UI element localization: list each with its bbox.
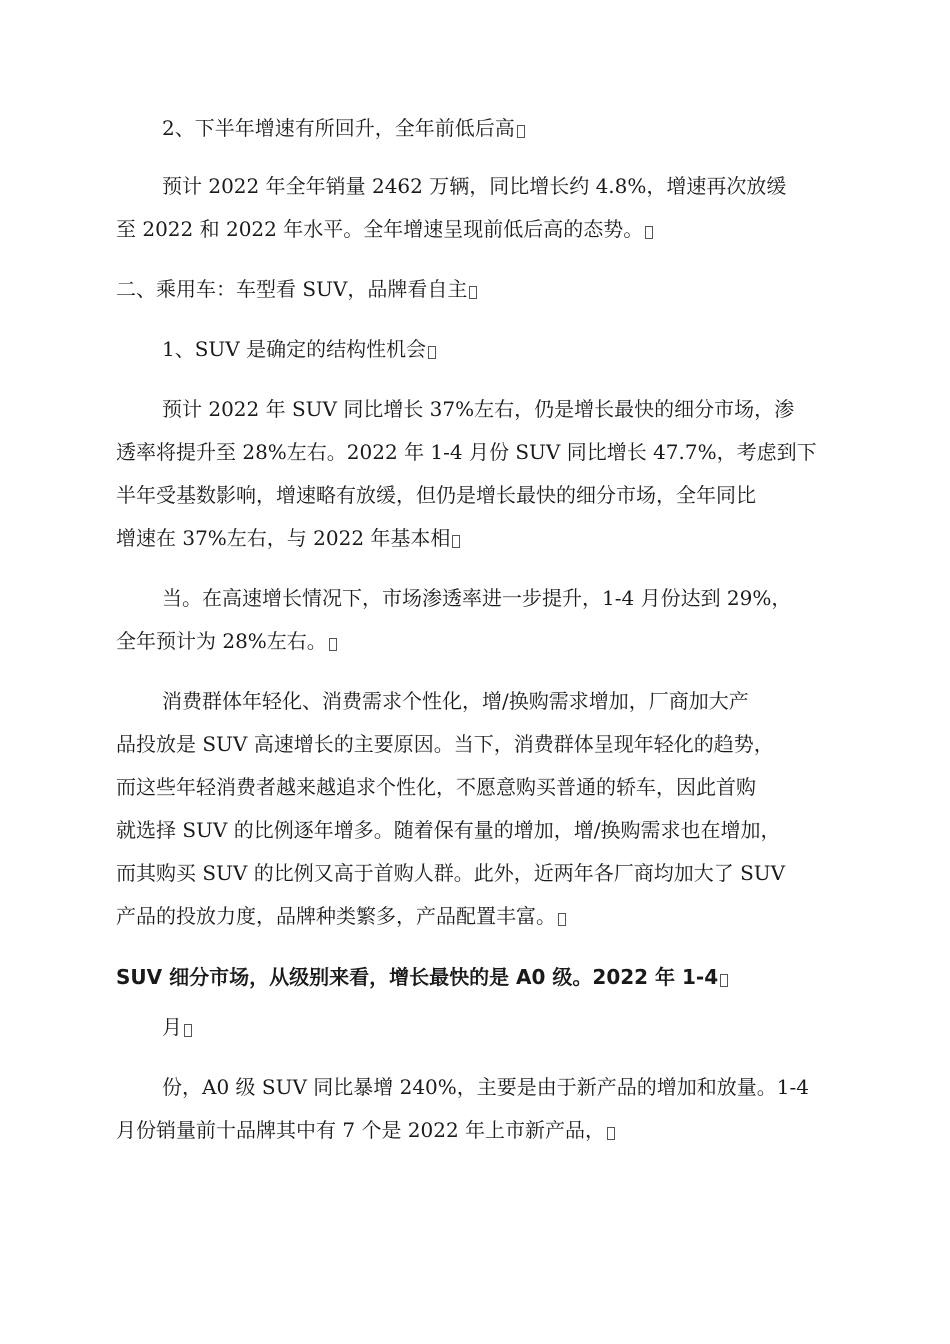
paragraph-line: 预计 2022 年全年销量 2462 万辆，同比增长约 4.8%，增速再次放缓 xyxy=(162,174,787,198)
paragraph-mark-icon xyxy=(469,286,477,299)
bold-heading-line: SUV 细分市场，从级别来看，增长最快的是 A0 级。2022 年 1-4 xyxy=(116,964,728,990)
paragraph-mark-icon xyxy=(517,125,525,138)
paragraph-line: 而这些年轻消费者越来越追求个性化，不愿意购买普通的轿车，因此首购 xyxy=(116,775,756,799)
paragraph-mark-icon xyxy=(645,226,653,239)
paragraph-mark-icon xyxy=(428,346,436,359)
paragraph-mark-icon xyxy=(184,1024,192,1037)
paragraph-line: 至 2022 和 2022 年水平。全年增速呈现前低后高的态势。 xyxy=(116,216,653,242)
paragraph-line: 而其购买 SUV 的比例又高于首购人群。此外，近两年各厂商均加大了 SUV xyxy=(116,861,786,885)
subheading-line: 1、SUV 是确定的结构性机会 xyxy=(162,336,436,362)
paragraph-line: 份，A0 级 SUV 同比暴增 240%，主要是由于新产品的增加和放量。1-4 xyxy=(162,1075,809,1099)
paragraph-mark-icon xyxy=(558,913,566,926)
paragraph-mark-icon xyxy=(452,535,460,548)
paragraph-line: 就选择 SUV 的比例逐年增多。随着保有量的增加，增/换购需求也在增加， xyxy=(116,818,781,842)
paragraph-line: 当。在高速增长情况下，市场渗透率进一步提升，1-4 月份达到 29%， xyxy=(162,586,792,610)
paragraph-line: 产品的投放力度，品牌种类繁多，产品配置丰富。 xyxy=(116,903,566,929)
section-heading: 二、乘用车：车型看 SUV，品牌看自主 xyxy=(116,276,477,302)
paragraph-line: 全年预计为 28%左右。 xyxy=(116,628,337,654)
subheading-line: 2、下半年增速有所回升，全年前低后高 xyxy=(162,115,525,141)
paragraph-line: 消费群体年轻化、消费需求个性化，增/换购需求增加，厂商加大产 xyxy=(162,689,749,713)
paragraph-line: 透率将提升至 28%左右。2022 年 1-4 月份 SUV 同比增长 47.7%，考虑到下 xyxy=(116,440,817,464)
paragraph-mark-icon xyxy=(720,974,728,987)
paragraph-mark-icon xyxy=(329,638,337,651)
paragraph-mark-icon xyxy=(607,1127,615,1140)
paragraph-line: 预计 2022 年 SUV 同比增长 37%左右，仍是增长最快的细分市场，渗 xyxy=(162,397,795,421)
paragraph-line: 半年受基数影响，增速略有放缓，但仍是增长最快的细分市场，全年同比 xyxy=(116,483,756,507)
paragraph-line: 月份销量前十品牌其中有 7 个是 2022 年上市新产品， xyxy=(116,1117,615,1143)
paragraph-line: 品投放是 SUV 高速增长的主要原因。当下，消费群体呈现年轻化的趋势， xyxy=(116,732,774,756)
paragraph-line: 月 xyxy=(162,1014,192,1040)
paragraph-line: 增速在 37%左右，与 2022 年基本相 xyxy=(116,525,460,551)
